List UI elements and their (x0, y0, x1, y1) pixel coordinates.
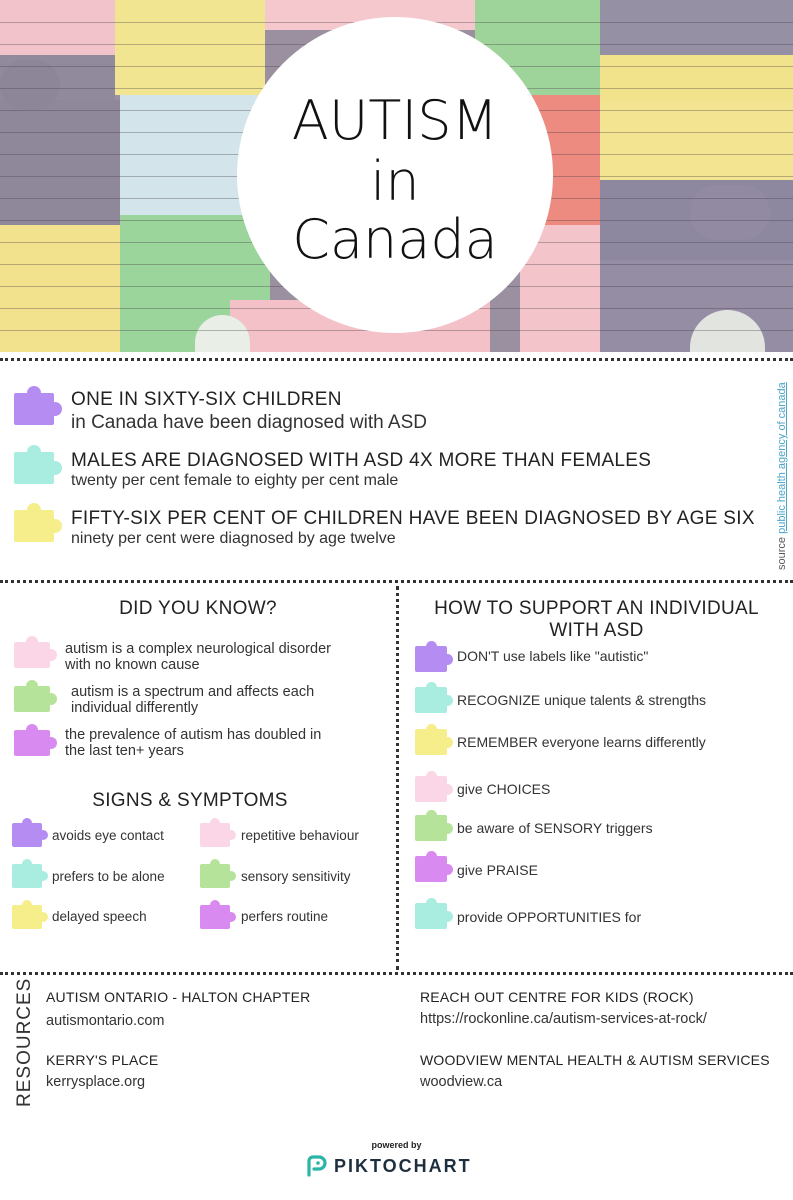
piktochart-logo-icon (306, 1155, 328, 1177)
puzzle-piece-icon (415, 851, 455, 887)
wall-block (0, 100, 120, 225)
stat-subtext: in Canada have been diagnosed with ASD (71, 412, 427, 433)
puzzle-piece-icon (12, 900, 50, 934)
wall-block (600, 55, 793, 100)
puzzle-piece-icon (14, 636, 60, 674)
puzzle-piece-icon (14, 724, 60, 762)
support-item: DON'T use labels like "autistic" (457, 648, 649, 664)
title-line-3: Canada (292, 208, 498, 271)
resource-link[interactable]: woodview.ca (420, 1074, 503, 1090)
stat-heading: MALES ARE DIAGNOSED WITH ASD 4X MORE THAN FEMALES (71, 450, 652, 471)
puzzle-piece-icon (200, 859, 238, 893)
stat-subtext: twenty per cent female to eighty per cent male (71, 472, 399, 489)
sign-item: prefers to be alone (52, 869, 165, 884)
fact-item: autism is a complex neurological disorder with no known cause (65, 641, 331, 673)
wall-block (690, 185, 770, 240)
source-link[interactable]: public health agency of canada (776, 382, 788, 534)
support-item: RECOGNIZE unique talents & strengths (457, 692, 706, 708)
fact-item: autism is a spectrum and affects each individual differently (71, 684, 315, 716)
powered-by-label: powered by (371, 1140, 422, 1150)
wall-block (115, 0, 265, 95)
resource-name: REACH OUT CENTRE FOR KIDS (ROCK) (420, 989, 694, 1005)
resource-name: AUTISM ONTARIO - HALTON CHAPTER (46, 989, 311, 1005)
divider (0, 358, 793, 361)
sign-item: repetitive behaviour (241, 828, 359, 843)
support-item: give CHOICES (457, 781, 551, 797)
resource-link[interactable]: autismontario.com (46, 1013, 165, 1029)
support-heading-line-1: HOW TO SUPPORT AN INDIVIDUAL (434, 598, 759, 619)
support-heading-line-2: WITH ASD (549, 620, 644, 641)
stat-subtext: ninety per cent were diagnosed by age twelve (71, 530, 396, 547)
puzzle-piece-icon (415, 724, 455, 760)
sign-item: delayed speech (52, 909, 147, 924)
puzzle-piece-icon (14, 503, 64, 549)
stat-heading: FIFTY-SIX PER CENT OF CHILDREN HAVE BEEN DIAGNOSED BY AGE SIX (71, 508, 755, 529)
wall-block (600, 100, 793, 180)
puzzle-piece-icon (200, 900, 238, 934)
did-you-know-heading: DID YOU KNOW? (119, 598, 277, 619)
resource-link[interactable]: kerrysplace.org (46, 1074, 146, 1090)
puzzle-piece-icon (415, 810, 455, 846)
divider (0, 972, 793, 975)
title-line-2: in (370, 150, 420, 213)
wall-block (0, 60, 60, 110)
sign-item: avoids eye contact (52, 828, 164, 843)
puzzle-piece-icon (200, 818, 238, 852)
fact-item: the prevalence of autism has doubled in the last ten+ years (65, 727, 322, 759)
divider (0, 580, 793, 583)
stat-heading: ONE IN SIXTY-SIX CHILDREN (71, 389, 342, 410)
puzzle-piece-icon (12, 859, 50, 893)
puzzle-piece-icon (415, 682, 455, 718)
sign-item: perfers routine (241, 909, 329, 924)
source-prefix: source (776, 536, 788, 570)
puzzle-piece-icon (415, 771, 455, 807)
support-item: give PRAISE (457, 862, 538, 878)
column-divider (396, 586, 399, 970)
resource-link[interactable]: https://rockonline.ca/autism-services-at-rock/ (420, 1011, 707, 1027)
signs-heading: SIGNS & SYMPTOMS (92, 790, 288, 811)
resource-name: WOODVIEW MENTAL HEALTH & AUTISM SERVICES (420, 1052, 770, 1068)
puzzle-piece-icon (415, 898, 455, 934)
resource-name: KERRY'S PLACE (46, 1052, 159, 1068)
title-line-1: AUTISM (291, 89, 499, 152)
puzzle-piece-icon (14, 445, 64, 491)
wall-block (600, 0, 793, 55)
puzzle-piece-icon (415, 641, 455, 677)
wall-block (0, 225, 120, 352)
support-item: provide OPPORTUNITIES for (457, 909, 642, 925)
puzzle-piece-icon (12, 818, 50, 852)
wall-block (0, 0, 115, 55)
resources-label: RESOURCES (14, 977, 35, 1107)
puzzle-piece-icon (14, 386, 64, 432)
piktochart-wordmark: PIKTOCHART (334, 1156, 472, 1176)
sign-item: sensory sensitivity (241, 869, 351, 884)
support-item: be aware of SENSORY triggers (457, 820, 653, 836)
hero-banner (0, 0, 793, 352)
support-item: REMEMBER everyone learns differently (457, 734, 706, 750)
puzzle-piece-icon (14, 680, 60, 718)
source-credit (776, 382, 788, 570)
